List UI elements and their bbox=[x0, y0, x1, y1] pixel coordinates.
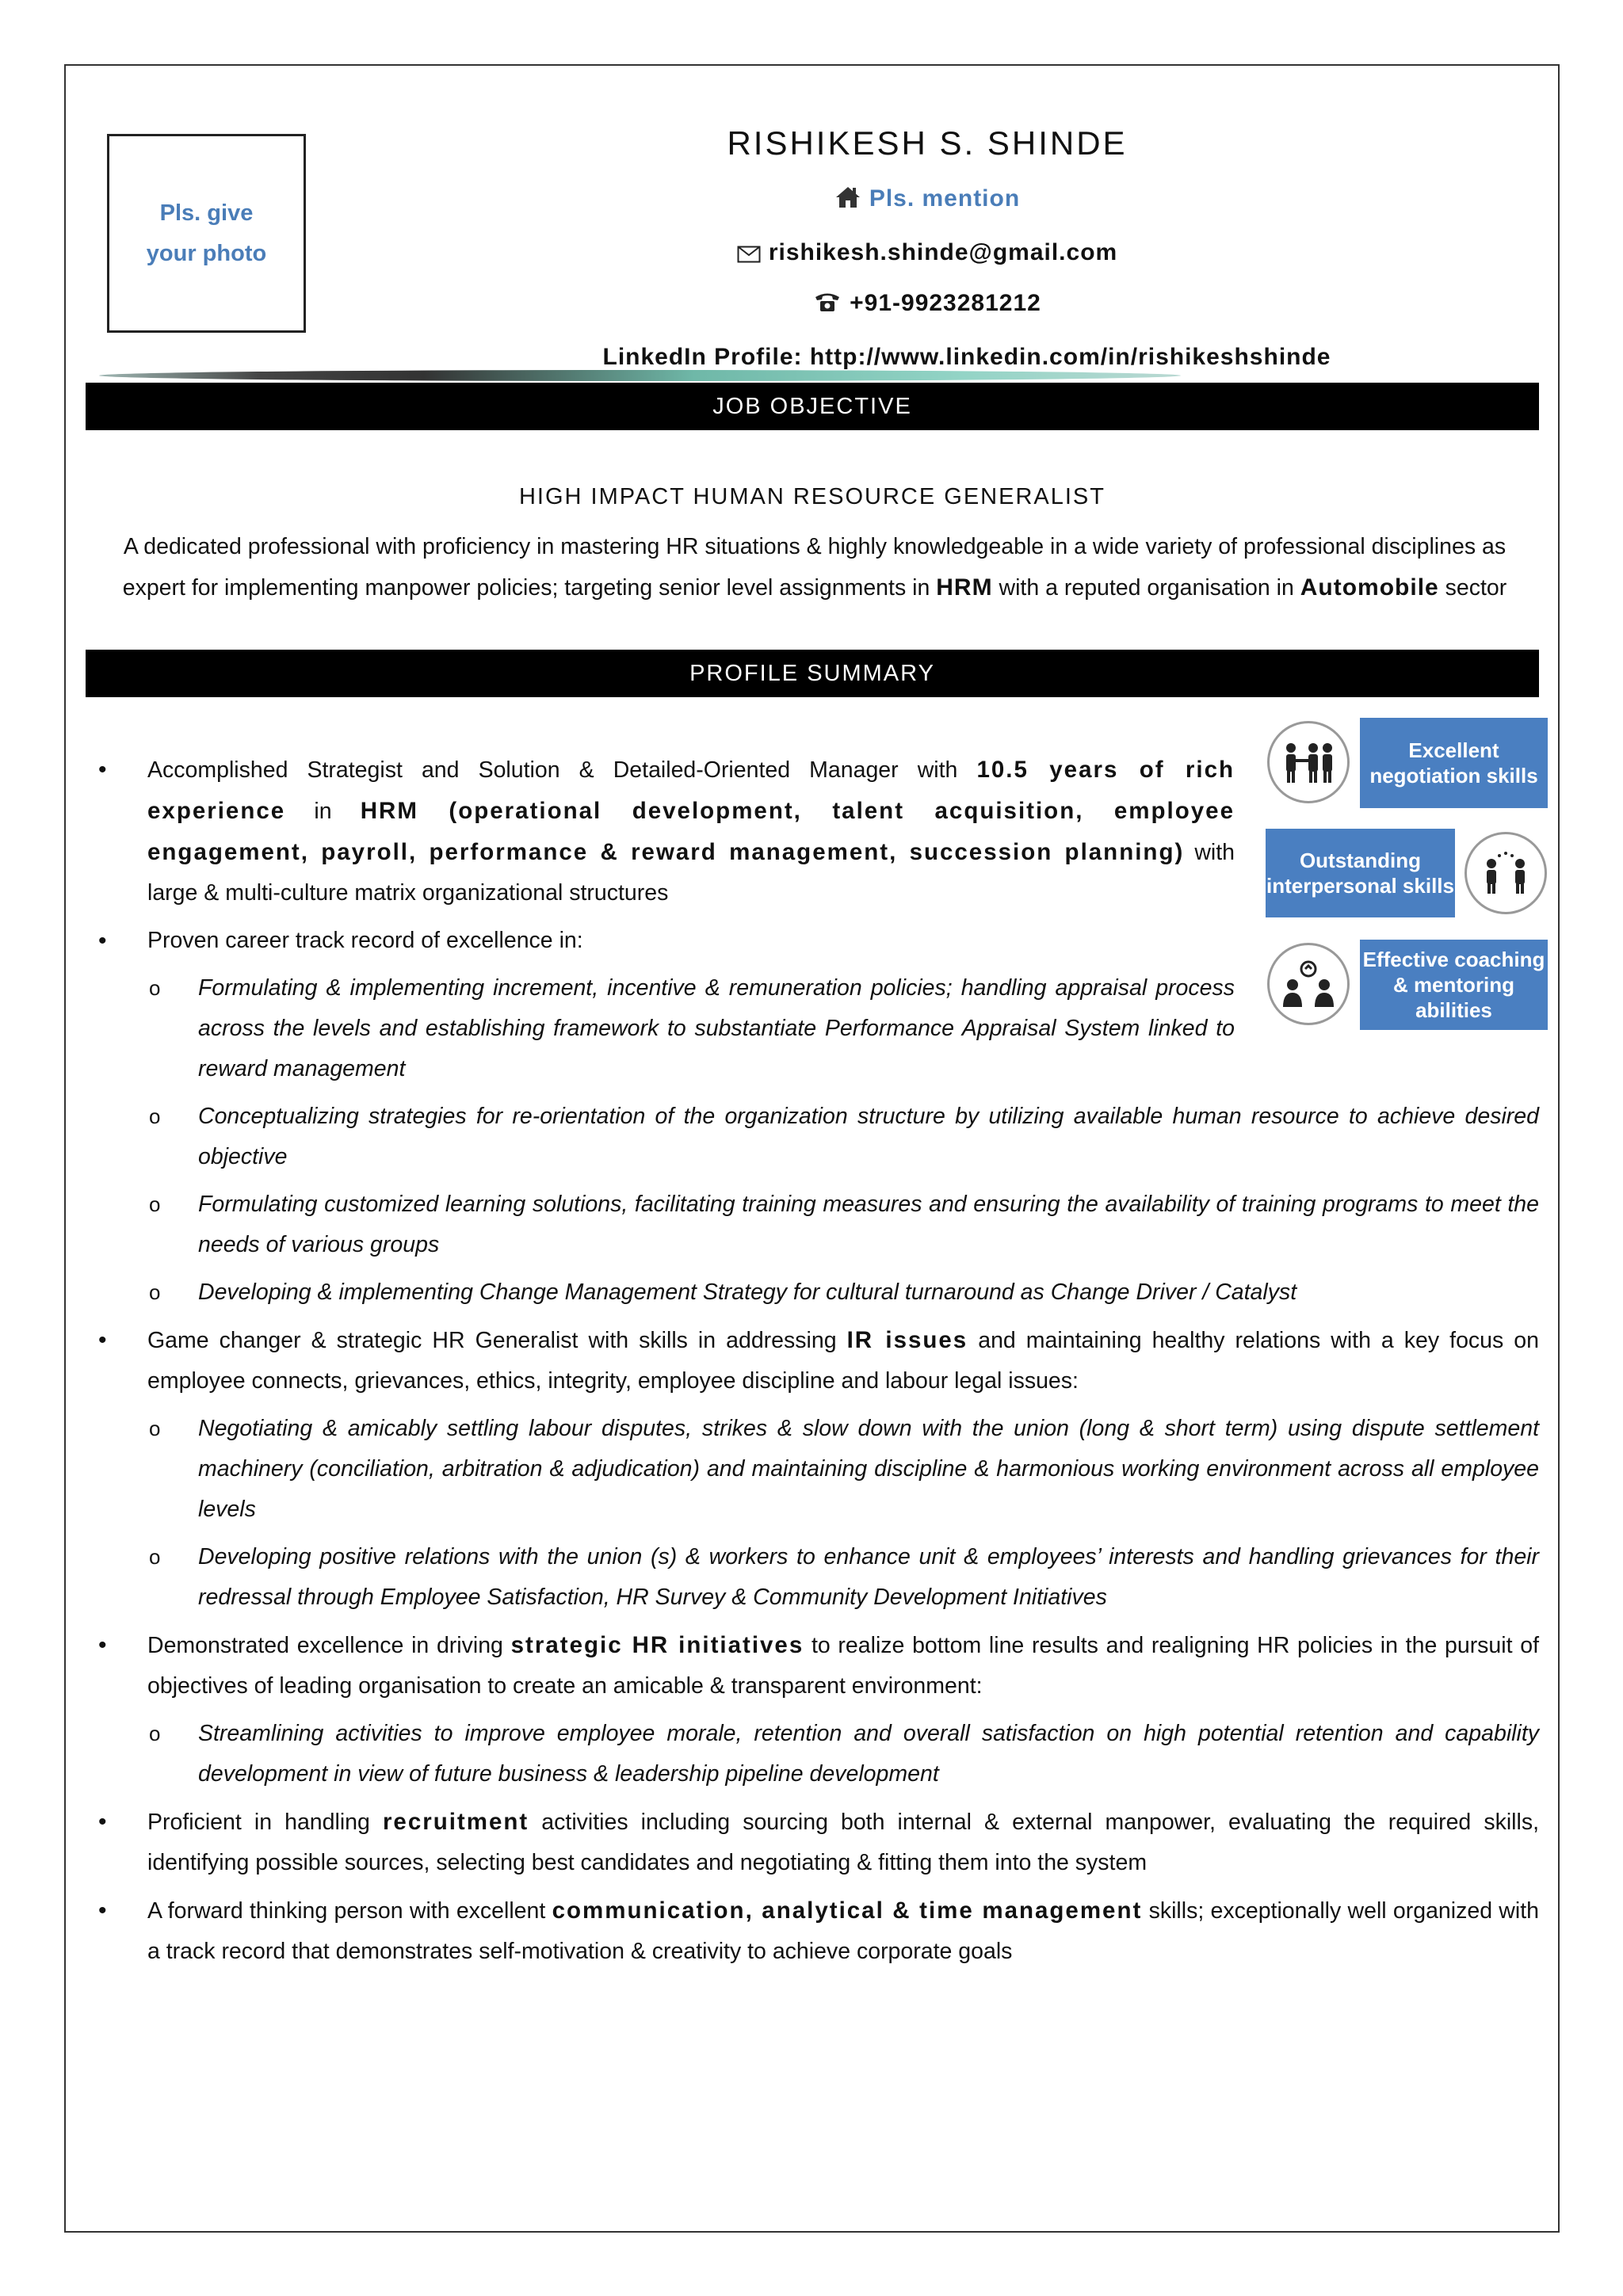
job-objective-heading: JOB OBJECTIVE bbox=[86, 383, 1539, 430]
sub-list-item: o Formulating & implementing increment, incentive & remuneration policies; handling appraisal process across the levels and establishing framework to substantiate Performance Appraisal System linked to reward management bbox=[95, 968, 1235, 1089]
list-item: • Accomplished Strategist and Solution & Detailed-Oriented Manager with 10.5 years of rich experience in HRM (operational development, talent acquisition, employee engagement, payroll, performance & reward management, succession planning) with large & multi-culture matrix organizational structures bbox=[95, 749, 1235, 913]
sub-list-item: o Formulating customized learning solutions, facilitating training measures and ensuring the availability of training programs to meet the needs of various groups bbox=[95, 1184, 1539, 1265]
sub-list-item: o Developing & implementing Change Management Strategy for cultural turnaround as Change Driver / Catalyst bbox=[95, 1272, 1539, 1313]
address-line bbox=[333, 185, 1522, 212]
sub-list-item: o Developing positive relations with the union (s) & workers to enhance unit & employees’ interests and handling grievances for their redressal through Employee Satisfaction, HR Survey & Community Development Initiatives bbox=[95, 1537, 1539, 1618]
list-item: • A forward thinking person with excellent communication, analytical & time management skills; exceptionally well organized with a track record that demonstrates self-motivation & creativity to achieve corporate goals bbox=[95, 1890, 1539, 1972]
linkedin-link[interactable]: LinkedIn Profile: http://www.linkedin.com/in/rishikeshshinde bbox=[602, 344, 1331, 370]
sub-list-item: o Negotiating & amicably settling labour disputes, strikes & slow down with the union (long & short term) using dispute settlement machinery (conciliation, arbitration & adjudication) and maintaining discipline & harmonious working environment across all employee levels bbox=[95, 1409, 1539, 1530]
phone-text[interactable]: +91-9923281212 bbox=[850, 290, 1041, 316]
objective-industry: Automobile bbox=[1300, 574, 1439, 601]
photo-placeholder-text: Pls. give your photo bbox=[146, 200, 267, 266]
profile-summary bbox=[95, 749, 1539, 1979]
objective-text: A dedicated professional with proficiency in mastering HR situations & highly knowledgeable in a wide variety of professional disciplines as expert for implementing manpower policies; targeting senior level assignments in HRM with a reputed organisation in Automobile sector bbox=[122, 534, 1507, 601]
skill-coaching-box: Effective coaching & mentoring abilities bbox=[1360, 940, 1548, 1030]
sub-list-item: o Streamlining activities to improve employee morale, retention and overall satisfaction on high potential retention and capability development in view of future business & leadership pipeline development bbox=[95, 1714, 1539, 1794]
profile-summary-heading: PROFILE SUMMARY bbox=[86, 650, 1539, 697]
candidate-name: RISHIKESH S. SHINDE bbox=[727, 124, 1128, 162]
skill-negotiation-box: Excellent negotiation skills bbox=[1360, 718, 1548, 808]
skill-interpersonal-box: Outstanding interpersonal skills bbox=[1266, 829, 1455, 917]
envelope-icon bbox=[737, 239, 761, 266]
list-item: • Game changer & strategic HR Generalist with skills in addressing IR issues and maintaining healthy relations with a key focus on employee connects, grievances, ethics, integrity, employee discipline and labour legal issues: bbox=[95, 1320, 1539, 1402]
list-item: • Demonstrated excellence in driving strategic HR initiatives to realize bottom line results and realigning HR policies in the pursuit of objectives of leading organisation to create an amicable & transparent environment: bbox=[95, 1625, 1539, 1707]
email-line bbox=[333, 239, 1522, 266]
objective-title: HIGH IMPACT HUMAN RESOURCE GENERALIST bbox=[518, 484, 1106, 509]
address-text: Pls. mention bbox=[869, 185, 1021, 212]
home-icon bbox=[834, 185, 861, 212]
telephone-icon bbox=[813, 290, 842, 317]
photo-placeholder bbox=[107, 134, 306, 333]
list-item: • Proficient in handling recruitment activities including sourcing both internal & external manpower, evaluating the required skills, identifying possible sources, selecting best candidates and negotiating & fitting them into the system bbox=[95, 1802, 1539, 1883]
phone-line bbox=[333, 290, 1522, 317]
sub-list-item: o Conceptualizing strategies for re-orientation of the organization structure by utilizing available human resource to achieve desired objective bbox=[95, 1097, 1539, 1177]
objective-hrm: HRM bbox=[936, 574, 993, 601]
list-item: • Proven career track record of excellence in: bbox=[95, 921, 1235, 961]
decorative-swoosh bbox=[99, 370, 1181, 381]
email-text[interactable]: rishikesh.shinde@gmail.com bbox=[768, 239, 1118, 265]
